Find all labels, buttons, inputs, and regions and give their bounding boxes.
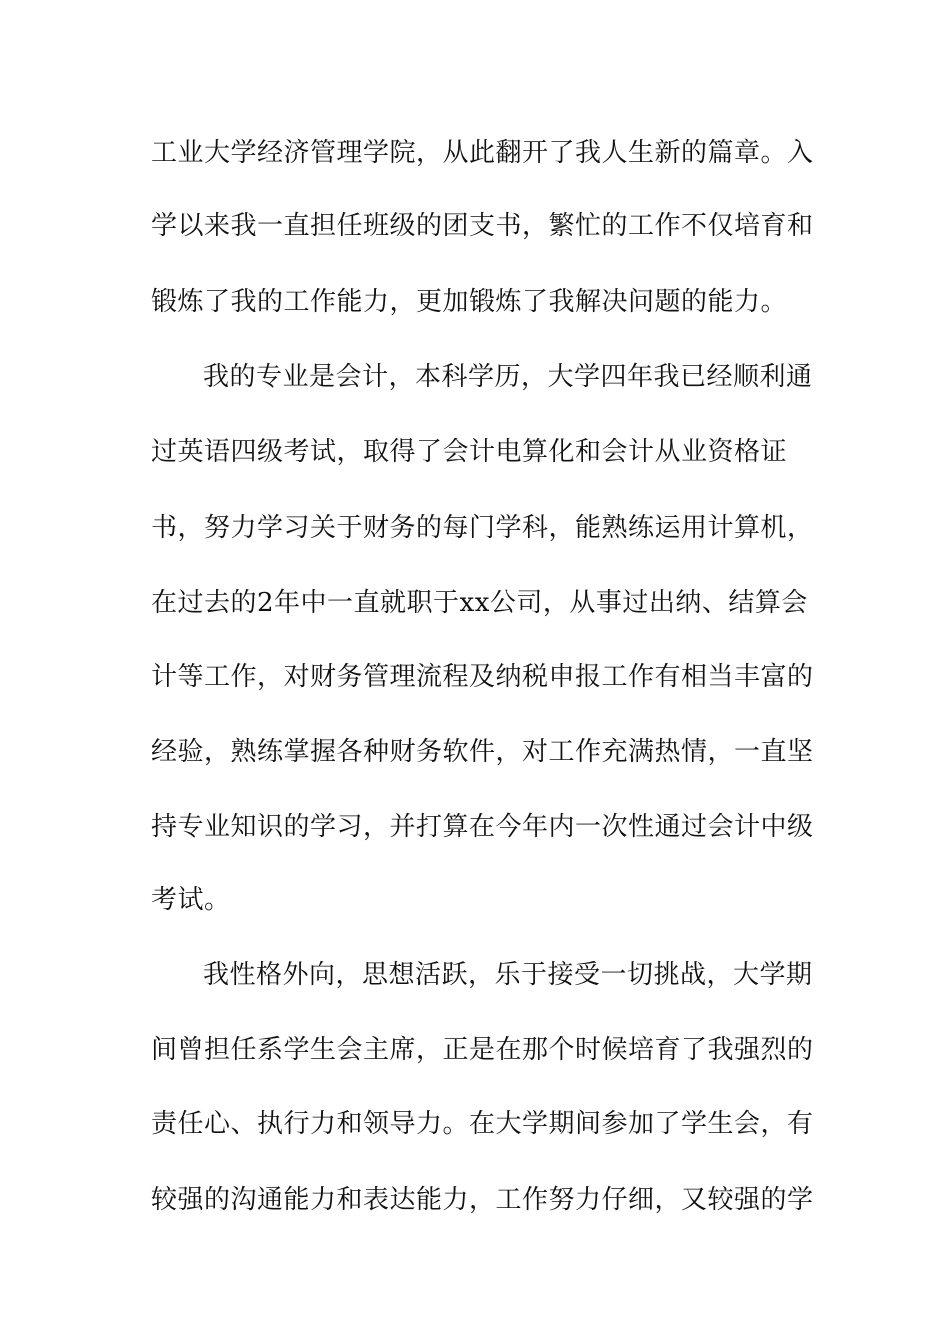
paragraph-first-line: 我性格外向，思想活跃，乐于接受一切挑战，大学期: [203, 960, 813, 990]
text-line: 考试。: [151, 885, 231, 915]
text-line: 学以来我一直担任班级的团支书，繁忙的工作不仅培育和: [151, 211, 814, 241]
text-line: 书，努力学习关于财务的每门学科，能熟练运用计算机，: [151, 513, 814, 543]
text-line: 在过去的2年中一直就职于xx公司，从事过出纳、结算会: [151, 588, 808, 618]
text-line: 工业大学经济管理学院，从此翻开了我人生新的篇章。入: [151, 138, 814, 168]
text-line: 经验，熟练掌握各种财务软件，对工作充满热情，一直坚: [151, 737, 814, 767]
text-line: 计等工作，对财务管理流程及纳税申报工作有相当丰富的: [151, 662, 814, 692]
text-line: 责任心、执行力和领导力。在大学期间参加了学生会，有: [151, 1109, 814, 1139]
paragraph-first-line: 我的专业是会计，本科学历，大学四年我已经顺利通: [203, 362, 813, 392]
text-line: 较强的沟通能力和表达能力，工作努力仔细，又较强的学: [151, 1185, 814, 1215]
text-line: 过英语四级考试，取得了会计电算化和会计从业资格证: [151, 437, 788, 467]
text-line: 间曾担任系学生会主席，正是在那个时候培育了我强烈的: [151, 1035, 814, 1065]
text-line: 持专业知识的学习，并打算在今年内一次性通过会计中级: [151, 812, 814, 842]
text-line: 锻炼了我的工作能力，更加锻炼了我解决问题的能力。: [151, 287, 788, 317]
